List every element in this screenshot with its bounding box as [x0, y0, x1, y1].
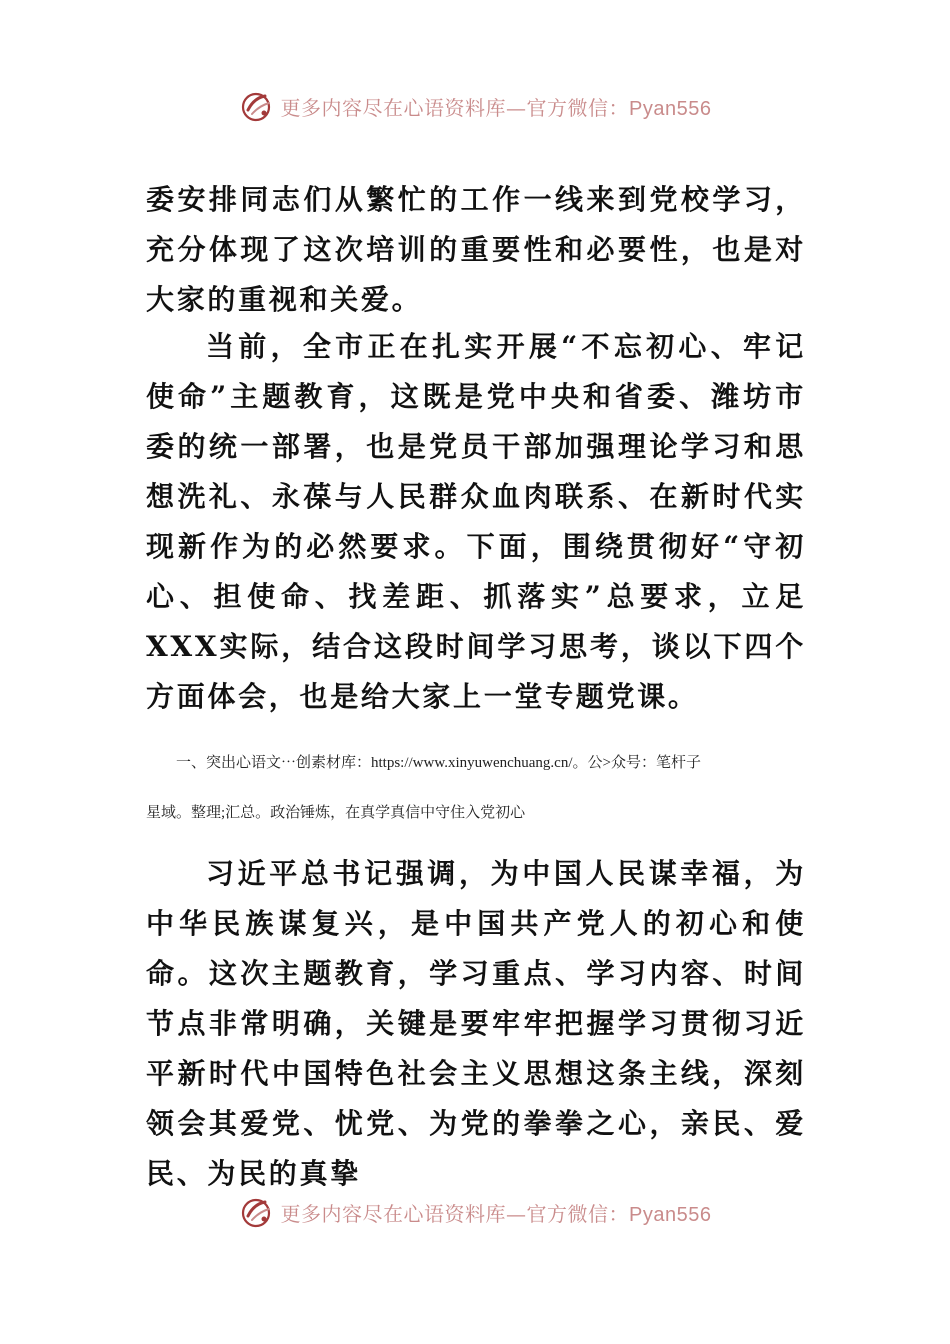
subheading-line-2: 星域。整理;汇总。政治锤炼，在真学真信中守住入党初心: [146, 805, 526, 821]
header-banner: [0, 82, 950, 130]
banner-text: 更多内容尽在心语资料库—官方微信：Pyan556: [280, 1201, 712, 1226]
footer-banner: [0, 1188, 950, 1236]
paragraph-2: 当前，全市正在扎实开展“不忘初心、牢记使命”主题教育，这既是党中央和省委、潍坊市委的统一部署，也是党员干部加强理论学习和思想洗礼、永葆与人民群众血肉联系、在新时代实现新作为的必然要求。下面，围绕贯彻好“守初心、担使命、找差距、抓落实”总要求，立足XXX实际，结合这段时间学习思考，谈以下四个方面体会，也是给大家上一堂专题党课。: [146, 330, 806, 713]
wechat-id: Pyan556: [629, 1203, 712, 1226]
xinyu-logo-icon: [239, 1194, 275, 1230]
paragraph-3: 习近平总书记强调，为中国人民谋幸福，为中华民族谋复兴，是中国共产党人的初心和使命。这次主题教育，学习重点、学习内容、时间节点非常明确，关键是要牢牢把握学习贯彻习近平新时代中国特色社会主义思想这条主线，深刻领会其爱党、忧党、为党的拳拳之心，亲民、爱民、为民的真挚: [146, 857, 806, 1190]
xinyu-logo-icon: [239, 88, 275, 124]
banner-text: 更多内容尽在心语资料库—官方微信：Pyan556: [280, 95, 712, 120]
paragraph-1: 委安排同志们从繁忙的工作一线来到党校学习，充分体现了这次培训的重要性和必要性，也是对大家的重视和关爱。: [146, 183, 806, 316]
subheading-line-1: 一、突出心语文⋯创素材库：https://www.xinyuwenchuang.cn/。公>众号：笔杆子: [176, 755, 701, 771]
wechat-id: Pyan556: [629, 97, 712, 120]
